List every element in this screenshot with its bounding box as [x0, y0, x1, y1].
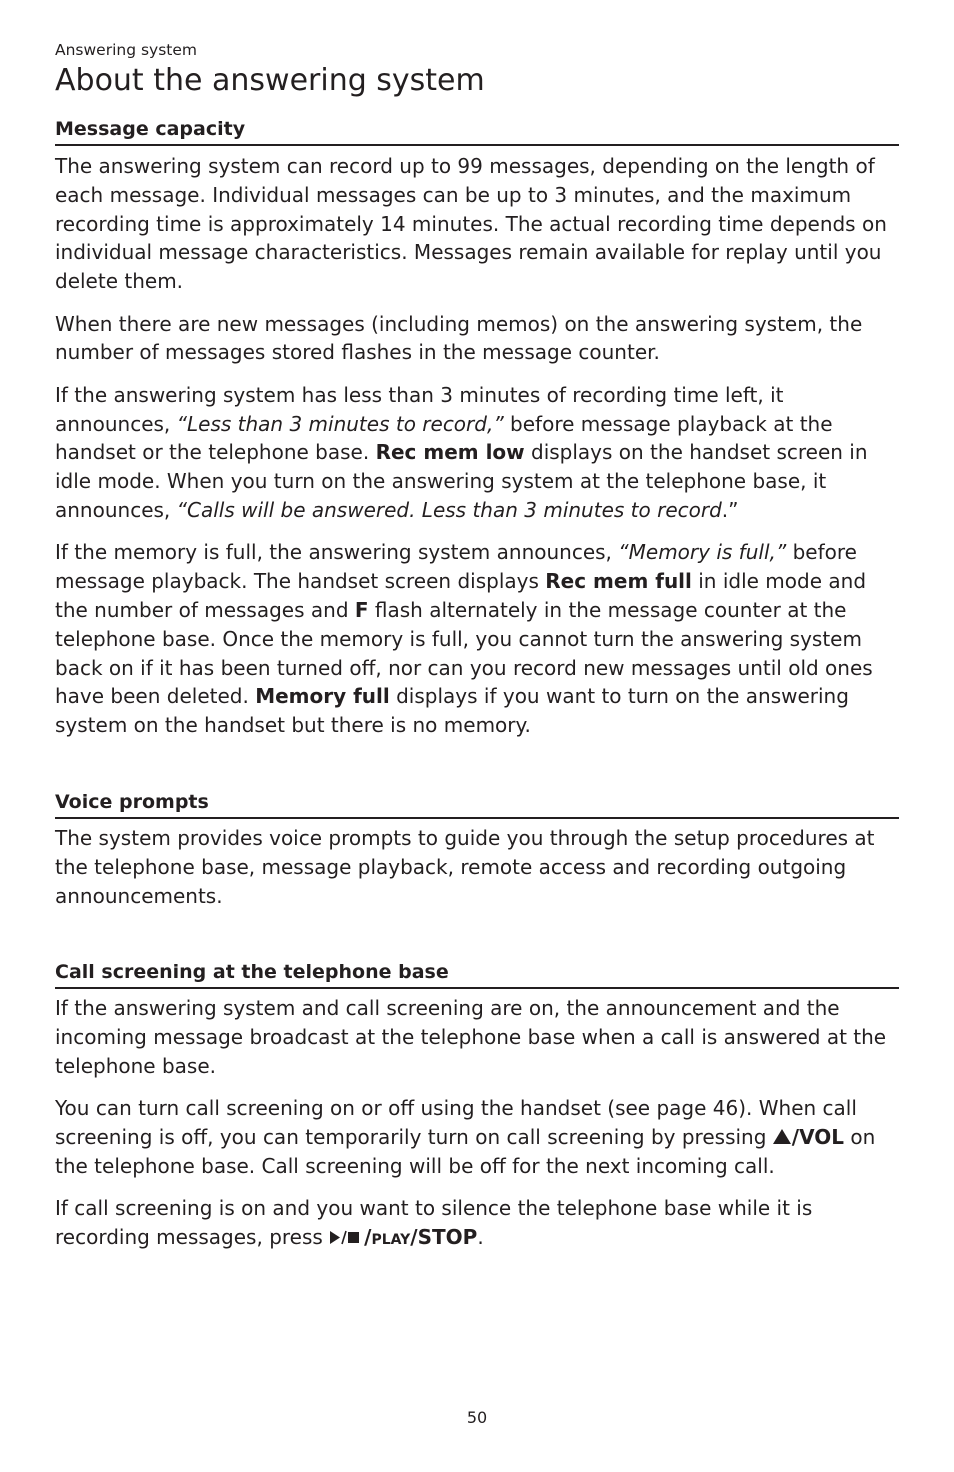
text-segment: on the telephone base. Call screening will be off for the next incoming call.: [55, 1125, 876, 1178]
text-segment: displays if you want to turn on the answering system on the handset but there is no memory.: [55, 684, 849, 738]
announcement-quote: “Less than 3 minutes to record,”: [176, 411, 504, 436]
text-segment: before message playback. The handset screen displays: [55, 540, 857, 594]
paragraph-call-screening-on: If the answering system and call screening are on, the announcement and the incoming message broadcast at the telephone base when a call is answered at the telephone base.: [55, 996, 887, 1078]
announcement-quote: “Calls will be answered. Less than 3 minutes to record: [176, 497, 722, 522]
paragraph-call-screening-toggle: [55, 1094, 899, 1180]
text-segment: in idle mode and the number of messages and: [55, 569, 867, 622]
text-segment: If the memory is full, the answering system announces,: [55, 540, 619, 565]
paragraph-voice-prompts: The system provides voice prompts to guide you through the setup procedures at the telephone base, message playback, remote access and recording outgoing announcements.: [55, 825, 875, 908]
page-number: 50: [466, 1408, 488, 1427]
text-segment: displays on the handset screen in idle mode. When you turn on the answering system at the telephone base, it announces,: [55, 440, 868, 522]
vol-key-text: /VOL: [791, 1125, 844, 1150]
section-voice-prompts: [55, 789, 899, 910]
up-triangle-icon: [773, 1129, 791, 1144]
page: [55, 40, 899, 1252]
section-heading-message-capacity: Message capacity: [55, 116, 899, 146]
section-call-screening: [55, 959, 899, 1252]
text-segment: .: [477, 1225, 484, 1250]
screen-message-rec-mem-full: Rec mem full: [545, 569, 692, 594]
text-segment: You can turn call screening on or off using the handset (see page 46). When call screening is off, you can temporarily turn on call screening by pressing: [55, 1096, 857, 1150]
play-stop-key-label: [329, 1225, 477, 1249]
vol-key-label: [773, 1125, 844, 1149]
screen-message-memory-full: Memory full: [255, 684, 390, 709]
play-key-text: /play: [364, 1225, 411, 1250]
running-head: Answering system: [55, 41, 198, 59]
text-segment: If the answering system has less than 3 minutes of recording time left, it announces,: [55, 382, 784, 436]
section-heading-call-screening: Call screening at the telephone base: [55, 959, 899, 989]
text-segment: before message playback at the handset or the telephone base.: [55, 411, 833, 465]
announcement-quote: “Memory is full,”: [618, 540, 787, 565]
section-heading-voice-prompts: Voice prompts: [55, 789, 899, 819]
stop-key-text: /STOP: [410, 1225, 478, 1250]
play-stop-icon: [329, 1229, 362, 1246]
counter-indicator-f: F: [354, 597, 369, 622]
paragraph-new-messages: When there are new messages (including memos) on the answering system, the number of messages stored flashes in the message counter.: [55, 311, 863, 365]
paragraph-memory-full: [55, 538, 899, 740]
page-title: About the answering system: [55, 63, 485, 98]
paragraph-capacity-limits: The answering system can record up to 99 messages, depending on the length of each message. Individual messages can be up to 3 minutes, and the maximum recording time is approximately 14 minutes. The actual recording time depends on individual message characteristics. Messages remain available for replay until you delete them.: [55, 154, 887, 294]
text-segment: flash alternately in the message counter at the telephone base. Once the memory is full, you cannot turn the answering system back on if it has been turned off, nor can you record new messages until old ones have been deleted.: [55, 597, 873, 709]
text-segment: If call screening is on and you want to silence the telephone base while it is recording messages, press: [55, 1196, 813, 1250]
screen-message-rec-mem-low: Rec mem low: [375, 440, 525, 465]
text-segment: .”: [721, 497, 739, 522]
section-message-capacity: [55, 116, 899, 740]
paragraph-silence-base: [55, 1194, 899, 1252]
paragraph-low-memory: [55, 381, 899, 525]
